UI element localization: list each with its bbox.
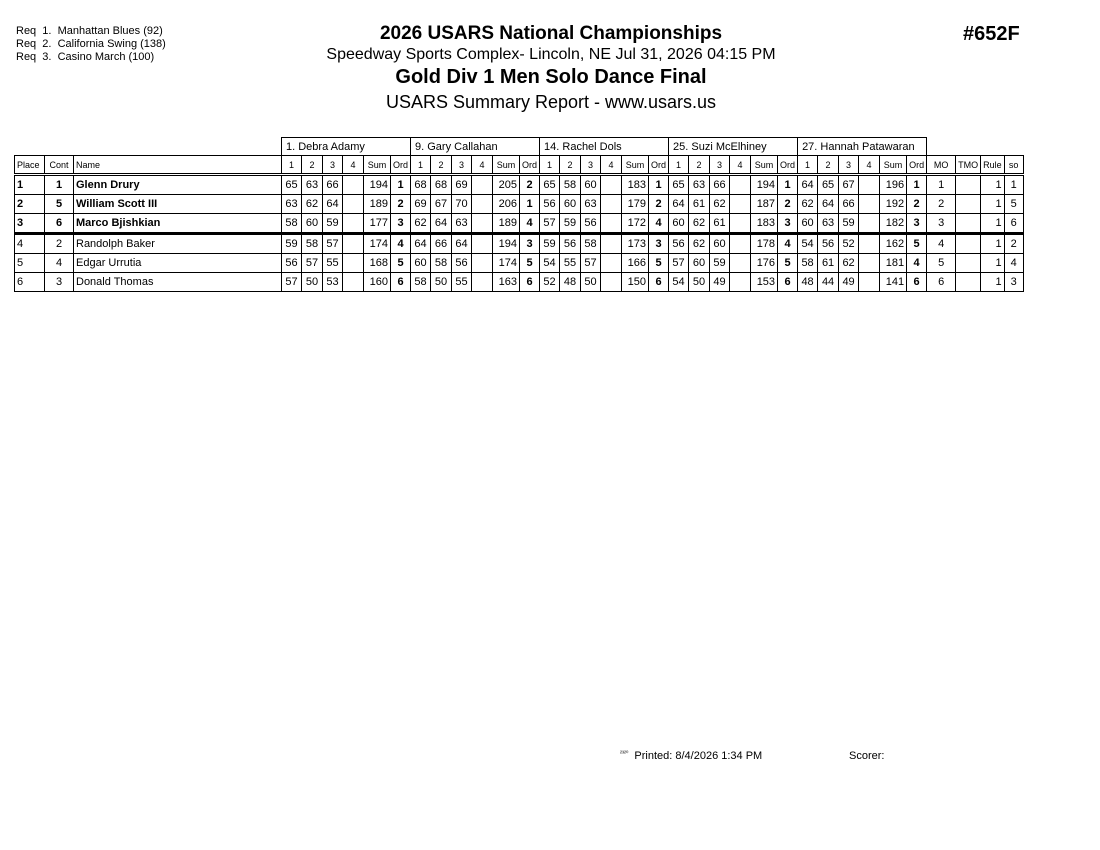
- judge-2-score-2: 50: [431, 273, 452, 292]
- header-judge-4-s3: 3: [710, 156, 730, 175]
- judge-5-score-2: 64: [818, 195, 839, 214]
- judge-4-score-3: 62: [710, 195, 730, 214]
- judge-5-score-sum: 162: [880, 234, 907, 254]
- header-rule: Rule: [981, 156, 1005, 175]
- printed-timestamp: Printed: 8/4/2026 1:34 PM: [634, 750, 763, 762]
- judge-2-score-sum: 189: [493, 214, 520, 234]
- judge-1-ordinal: 5: [391, 254, 411, 273]
- rule-cell: 1: [981, 195, 1005, 214]
- judge-5-score-3: 62: [839, 254, 859, 273]
- judge-4-score-4: [730, 214, 751, 234]
- judge-4-score-3: 66: [710, 175, 730, 195]
- header-judge-4-ord: Ord: [778, 156, 798, 175]
- judge-1-score-2: 58: [302, 234, 323, 254]
- judge-2-ordinal: 1: [520, 195, 540, 214]
- judge-5-score-2: 63: [818, 214, 839, 234]
- judge-2-score-4: [472, 234, 493, 254]
- judge-3-score-3: 63: [581, 195, 601, 214]
- judge-1-score-3: 66: [323, 175, 343, 195]
- judge-2-score-3: 70: [452, 195, 472, 214]
- judge-4-ordinal: 3: [778, 214, 798, 234]
- header-judge-1-s4: 4: [343, 156, 364, 175]
- header-place: Place: [15, 156, 45, 175]
- judge-1-score-sum: 168: [364, 254, 391, 273]
- judge-2-score-3: 64: [452, 234, 472, 254]
- so-cell: 1: [1004, 175, 1023, 195]
- judge-3-score-2: 60: [560, 195, 581, 214]
- judge-4-score-4: [730, 234, 751, 254]
- judge-4-score-2: 62: [689, 214, 710, 234]
- judge-4-score-sum: 153: [751, 273, 778, 292]
- mo-cell: 4: [927, 234, 956, 254]
- judge-3-score-3: 57: [581, 254, 601, 273]
- judge-3-score-1: 57: [540, 214, 560, 234]
- judge-2-score-4: [472, 195, 493, 214]
- judge-2-ordinal: 5: [520, 254, 540, 273]
- judge-1-score-4: [343, 214, 364, 234]
- mo-cell: 6: [927, 273, 956, 292]
- judge-1-score-4: [343, 273, 364, 292]
- place-cell: 2: [15, 195, 45, 214]
- judge-3-ordinal: 6: [649, 273, 669, 292]
- mo-cell: 1: [927, 175, 956, 195]
- judge-1-score-sum: 174: [364, 234, 391, 254]
- header-judge-1-s1: 1: [282, 156, 302, 175]
- header-judge-5-s2: 2: [818, 156, 839, 175]
- judge-4-ordinal: 1: [778, 175, 798, 195]
- so-cell: 4: [1004, 254, 1023, 273]
- header-mo: MO: [927, 156, 956, 175]
- judge-3-ordinal: 2: [649, 195, 669, 214]
- contestant-number: 6: [45, 214, 74, 234]
- judge-2-score-3: 63: [452, 214, 472, 234]
- judge-1-ordinal: 6: [391, 273, 411, 292]
- judge-5-score-2: 56: [818, 234, 839, 254]
- skater-name: Donald Thomas: [74, 273, 282, 292]
- judge-1-score-1: 59: [282, 234, 302, 254]
- judge-2-score-3: 56: [452, 254, 472, 273]
- contestant-number: 4: [45, 254, 74, 273]
- so-cell: 6: [1004, 214, 1023, 234]
- judge-1-score-sum: 160: [364, 273, 391, 292]
- judge-4-score-sum: 194: [751, 175, 778, 195]
- judge-5-score-1: 48: [798, 273, 818, 292]
- judge-1-score-2: 50: [302, 273, 323, 292]
- judge-3-score-4: [601, 175, 622, 195]
- judge-4-score-2: 50: [689, 273, 710, 292]
- results-body: [15, 175, 1024, 292]
- judge-3-score-3: 58: [581, 234, 601, 254]
- judge-5-score-3: 49: [839, 273, 859, 292]
- judge-3-score-1: 56: [540, 195, 560, 214]
- judge-4: 25. Suzi McElhiney: [669, 138, 798, 156]
- judge-5: 27. Hannah Patawaran: [798, 138, 927, 156]
- place-cell: 6: [15, 273, 45, 292]
- place-cell: 4: [15, 234, 45, 254]
- judge-5-score-sum: 182: [880, 214, 907, 234]
- judge-4-ordinal: 6: [778, 273, 798, 292]
- judge-2-score-3: 55: [452, 273, 472, 292]
- judge-5-score-sum: 192: [880, 195, 907, 214]
- judge-5-score-4: [859, 234, 880, 254]
- tmo-cell: [956, 214, 981, 234]
- results-table: [14, 137, 1024, 292]
- judge-3-score-sum: 166: [622, 254, 649, 273]
- table-row: [15, 214, 1024, 234]
- judge-3-ordinal: 1: [649, 175, 669, 195]
- place-cell: 3: [15, 214, 45, 234]
- tmo-cell: [956, 254, 981, 273]
- header-judge-1-sum: Sum: [364, 156, 391, 175]
- judge-5-score-4: [859, 273, 880, 292]
- judge-1-ordinal: 4: [391, 234, 411, 254]
- judge-5-score-1: 58: [798, 254, 818, 273]
- judge-2-score-4: [472, 175, 493, 195]
- judge-1-score-2: 57: [302, 254, 323, 273]
- judge-2-score-1: 60: [411, 254, 431, 273]
- table-row: [15, 234, 1024, 254]
- judge-2-score-4: [472, 273, 493, 292]
- header-judge-4-s1: 1: [669, 156, 689, 175]
- judge-4-score-4: [730, 195, 751, 214]
- header-judge-4-s4: 4: [730, 156, 751, 175]
- judge-5-score-1: 64: [798, 175, 818, 195]
- judge-3-score-sum: 183: [622, 175, 649, 195]
- header-judge-4-sum: Sum: [751, 156, 778, 175]
- header-judge-3-s4: 4: [601, 156, 622, 175]
- judge-4-score-1: 56: [669, 234, 689, 254]
- judge-5-score-3: 67: [839, 175, 859, 195]
- judge-3-score-2: 59: [560, 214, 581, 234]
- judge-1-score-1: 57: [282, 273, 302, 292]
- skater-name: William Scott III: [74, 195, 282, 214]
- header-name: Name: [74, 156, 282, 175]
- skater-name: Randolph Baker: [74, 234, 282, 254]
- judge-5-score-3: 66: [839, 195, 859, 214]
- judge-4-score-2: 62: [689, 234, 710, 254]
- header-judge-3-s2: 2: [560, 156, 581, 175]
- rule-cell: 1: [981, 273, 1005, 292]
- judge-3-score-1: 65: [540, 175, 560, 195]
- judge-3-score-sum: 179: [622, 195, 649, 214]
- judge-5-ordinal: 6: [907, 273, 927, 292]
- requirement-1: Req 1. Manhattan Blues (92): [16, 25, 163, 37]
- judge-4-score-2: 61: [689, 195, 710, 214]
- judge-5-score-4: [859, 254, 880, 273]
- header-cont: Cont: [45, 156, 74, 175]
- judge-2-score-1: 69: [411, 195, 431, 214]
- judge-5-score-sum: 181: [880, 254, 907, 273]
- judge-2-ordinal: 6: [520, 273, 540, 292]
- table-row: [15, 195, 1024, 214]
- judge-5-score-3: 52: [839, 234, 859, 254]
- header-judge-3-s3: 3: [581, 156, 601, 175]
- header-judge-1-ord: Ord: [391, 156, 411, 175]
- judge-3-score-sum: 173: [622, 234, 649, 254]
- header-judge-2-ord: Ord: [520, 156, 540, 175]
- judge-4-score-sum: 178: [751, 234, 778, 254]
- column-header-row: [15, 156, 1024, 175]
- judge-4-score-2: 63: [689, 175, 710, 195]
- competition-title: 2026 USARS National Championships: [379, 23, 723, 44]
- report-header: [250, 23, 852, 113]
- judge-1-ordinal: 3: [391, 214, 411, 234]
- judge-1-score-4: [343, 234, 364, 254]
- judge-3: 14. Rachel Dols: [540, 138, 669, 156]
- judge-3-score-4: [601, 234, 622, 254]
- header-judge-3-s1: 1: [540, 156, 560, 175]
- header-judge-1-s2: 2: [302, 156, 323, 175]
- tmo-cell: [956, 234, 981, 254]
- judge-5-score-4: [859, 195, 880, 214]
- judge-5-ordinal: 4: [907, 254, 927, 273]
- header-judge-2-sum: Sum: [493, 156, 520, 175]
- judge-5-score-3: 59: [839, 214, 859, 234]
- table-row: [15, 175, 1024, 195]
- report-title: USARS Summary Report - www.usars.us: [385, 92, 717, 112]
- judge-5-score-2: 61: [818, 254, 839, 273]
- judge-2-score-1: 62: [411, 214, 431, 234]
- judge-1-score-4: [343, 195, 364, 214]
- judge-2-ordinal: 3: [520, 234, 540, 254]
- judge-3-score-2: 58: [560, 175, 581, 195]
- judge-3-ordinal: 5: [649, 254, 669, 273]
- judge-2-score-2: 68: [431, 175, 452, 195]
- judge-2-score-sum: 194: [493, 234, 520, 254]
- rule-cell: 1: [981, 214, 1005, 234]
- judge-2-score-sum: 163: [493, 273, 520, 292]
- judge-2-score-4: [472, 254, 493, 273]
- place-cell: 1: [15, 175, 45, 195]
- header-judge-5-sum: Sum: [880, 156, 907, 175]
- judge-1-score-3: 57: [323, 234, 343, 254]
- judge-3-ordinal: 4: [649, 214, 669, 234]
- judge-1-ordinal: 2: [391, 195, 411, 214]
- judge-5-score-sum: 196: [880, 175, 907, 195]
- judge-4-ordinal: 5: [778, 254, 798, 273]
- judge-4-score-3: 49: [710, 273, 730, 292]
- judge-3-score-4: [601, 254, 622, 273]
- judge-1-score-sum: 189: [364, 195, 391, 214]
- judge-2-score-1: 68: [411, 175, 431, 195]
- requirements-list: [16, 25, 166, 64]
- judge-1-score-1: 65: [282, 175, 302, 195]
- contestant-number: 1: [45, 175, 74, 195]
- judge-5-score-1: 54: [798, 234, 818, 254]
- printed-info: [620, 750, 762, 762]
- judge-2-score-1: 58: [411, 273, 431, 292]
- judge-1-score-2: 62: [302, 195, 323, 214]
- mo-cell: 2: [927, 195, 956, 214]
- judge-4-score-sum: 183: [751, 214, 778, 234]
- judge-4-score-1: 65: [669, 175, 689, 195]
- judge-5-score-1: 62: [798, 195, 818, 214]
- judge-3-score-1: 52: [540, 273, 560, 292]
- judge-1-score-2: 63: [302, 175, 323, 195]
- so-cell: 2: [1004, 234, 1023, 254]
- judge-4-score-4: [730, 254, 751, 273]
- judge-4-score-4: [730, 273, 751, 292]
- event-number: #652F: [963, 23, 1020, 45]
- judge-3-ordinal: 3: [649, 234, 669, 254]
- judge-4-score-4: [730, 175, 751, 195]
- judge-3-score-2: 55: [560, 254, 581, 273]
- rule-cell: 1: [981, 234, 1005, 254]
- judge-1: 1. Debra Adamy: [282, 138, 411, 156]
- judge-4-score-1: 60: [669, 214, 689, 234]
- judge-1-score-3: 55: [323, 254, 343, 273]
- judge-2-score-3: 69: [452, 175, 472, 195]
- header-judge-5-s1: 1: [798, 156, 818, 175]
- judge-2-score-2: 66: [431, 234, 452, 254]
- contestant-number: 2: [45, 234, 74, 254]
- judge-1-score-3: 64: [323, 195, 343, 214]
- place-cell: 5: [15, 254, 45, 273]
- judge-5-score-4: [859, 175, 880, 195]
- judge-2-score-sum: 174: [493, 254, 520, 273]
- scorer-label: Scorer:: [849, 750, 885, 762]
- judge-3-score-sum: 150: [622, 273, 649, 292]
- rule-cell: 1: [981, 254, 1005, 273]
- judge-5-score-sum: 141: [880, 273, 907, 292]
- judge-3-score-4: [601, 214, 622, 234]
- header-judge-2-s3: 3: [452, 156, 472, 175]
- judge-2-score-sum: 205: [493, 175, 520, 195]
- header-judge-3-ord: Ord: [649, 156, 669, 175]
- judge-2-ordinal: 4: [520, 214, 540, 234]
- judge-2-score-1: 64: [411, 234, 431, 254]
- judge-1-score-3: 59: [323, 214, 343, 234]
- judge-4-score-sum: 187: [751, 195, 778, 214]
- judge-3-score-4: [601, 195, 622, 214]
- judge-3-score-3: 56: [581, 214, 601, 234]
- judge-4-score-2: 60: [689, 254, 710, 273]
- judge-2-score-2: 67: [431, 195, 452, 214]
- venue-date: Speedway Sports Complex- Lincoln, NE Jul 31, 2026 04:15 PM: [326, 46, 776, 63]
- judge-1-score-3: 53: [323, 273, 343, 292]
- contestant-number: 3: [45, 273, 74, 292]
- judge-5-score-2: 65: [818, 175, 839, 195]
- judge-1-score-1: 63: [282, 195, 302, 214]
- header-judge-5-s4: 4: [859, 156, 880, 175]
- requirement-3: Req 3. Casino March (100): [16, 51, 155, 63]
- mo-cell: 3: [927, 214, 956, 234]
- table-row: [15, 273, 1024, 292]
- judge-4-score-1: 57: [669, 254, 689, 273]
- contestant-number: 5: [45, 195, 74, 214]
- judge-5-score-1: 60: [798, 214, 818, 234]
- judge-2-score-2: 58: [431, 254, 452, 273]
- judge-5-score-4: [859, 214, 880, 234]
- tmo-cell: [956, 195, 981, 214]
- header-judge-2-s2: 2: [431, 156, 452, 175]
- judge-1-score-4: [343, 254, 364, 273]
- judge-5-ordinal: 3: [907, 214, 927, 234]
- requirement-2: Req 2. California Swing (138): [16, 38, 166, 50]
- judge-4-score-1: 64: [669, 195, 689, 214]
- print-code: ²³²⁰: [620, 751, 629, 757]
- tmo-cell: [956, 273, 981, 292]
- judge-row: [15, 138, 1024, 156]
- judge-5-ordinal: 2: [907, 195, 927, 214]
- judge-2-score-2: 64: [431, 214, 452, 234]
- judge-4-score-3: 59: [710, 254, 730, 273]
- so-cell: 3: [1004, 273, 1023, 292]
- skater-name: Glenn Drury: [74, 175, 282, 195]
- header-so: so: [1004, 156, 1023, 175]
- judge-5-ordinal: 1: [907, 175, 927, 195]
- rule-cell: 1: [981, 175, 1005, 195]
- judge-3-score-4: [601, 273, 622, 292]
- judge-2: 9. Gary Callahan: [411, 138, 540, 156]
- judge-4-ordinal: 4: [778, 234, 798, 254]
- header-tmo: TMO: [956, 156, 981, 175]
- header-judge-3-sum: Sum: [622, 156, 649, 175]
- judge-3-score-1: 59: [540, 234, 560, 254]
- judge-4-ordinal: 2: [778, 195, 798, 214]
- judge-3-score-3: 60: [581, 175, 601, 195]
- judge-4-score-3: 61: [710, 214, 730, 234]
- so-cell: 5: [1004, 195, 1023, 214]
- judge-4-score-1: 54: [669, 273, 689, 292]
- header-judge-5-s3: 3: [839, 156, 859, 175]
- header-judge-2-s1: 1: [411, 156, 431, 175]
- judge-1-score-1: 58: [282, 214, 302, 234]
- judge-3-score-3: 50: [581, 273, 601, 292]
- judge-3-score-2: 56: [560, 234, 581, 254]
- judge-1-score-sum: 194: [364, 175, 391, 195]
- event-title: Gold Div 1 Men Solo Dance Final: [395, 66, 707, 88]
- judge-1-score-4: [343, 175, 364, 195]
- header-judge-5-ord: Ord: [907, 156, 927, 175]
- judge-3-score-1: 54: [540, 254, 560, 273]
- judge-2-ordinal: 2: [520, 175, 540, 195]
- judge-3-score-2: 48: [560, 273, 581, 292]
- mo-cell: 5: [927, 254, 956, 273]
- judge-1-score-1: 56: [282, 254, 302, 273]
- judge-4-score-3: 60: [710, 234, 730, 254]
- judge-2-score-sum: 206: [493, 195, 520, 214]
- header-judge-4-s2: 2: [689, 156, 710, 175]
- judge-1-ordinal: 1: [391, 175, 411, 195]
- header-judge-2-s4: 4: [472, 156, 493, 175]
- judge-2-score-4: [472, 214, 493, 234]
- judge-4-score-sum: 176: [751, 254, 778, 273]
- tmo-cell: [956, 175, 981, 195]
- skater-name: Marco Bjishkian: [74, 214, 282, 234]
- judge-1-score-2: 60: [302, 214, 323, 234]
- table-row: [15, 254, 1024, 273]
- judge-5-ordinal: 5: [907, 234, 927, 254]
- header-judge-1-s3: 3: [323, 156, 343, 175]
- skater-name: Edgar Urrutia: [74, 254, 282, 273]
- judge-3-score-sum: 172: [622, 214, 649, 234]
- judge-1-score-sum: 177: [364, 214, 391, 234]
- judge-5-score-2: 44: [818, 273, 839, 292]
